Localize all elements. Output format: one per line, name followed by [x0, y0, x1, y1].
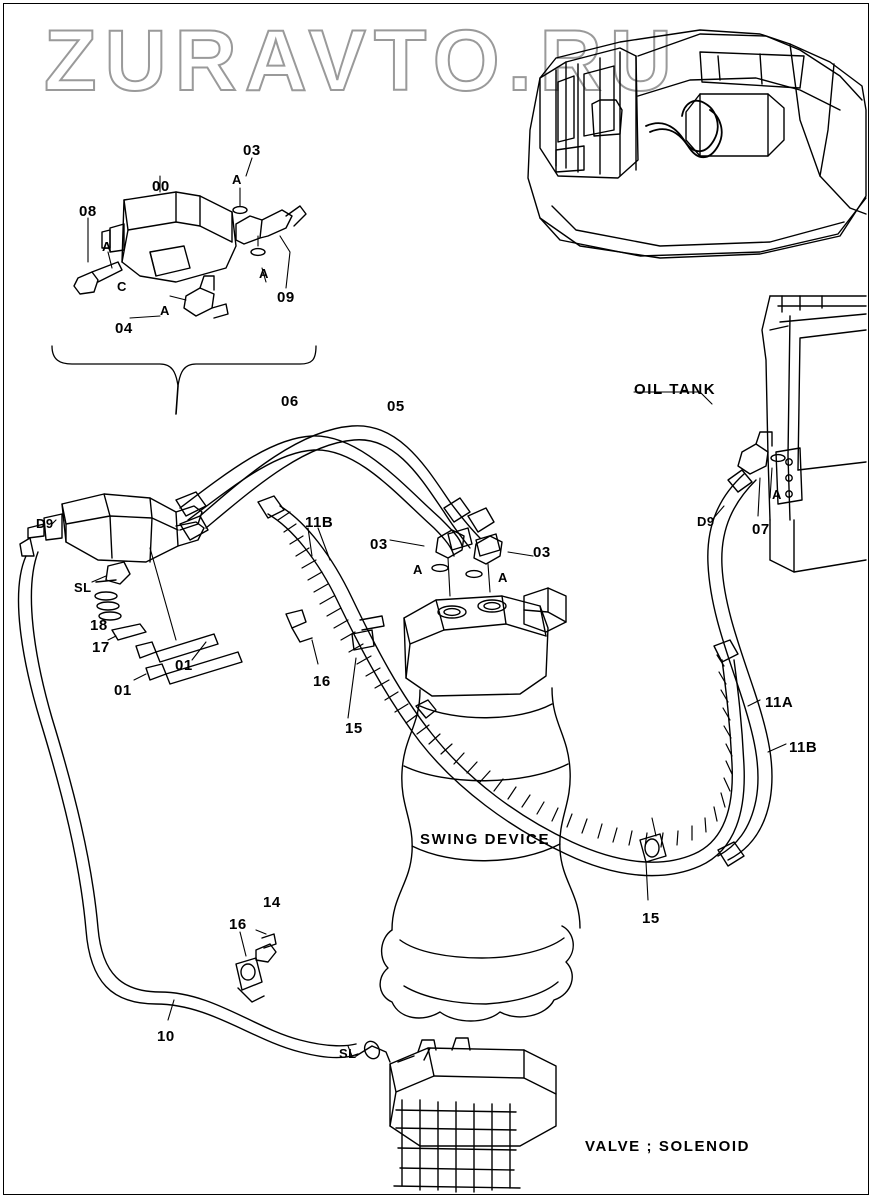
callout-16-bottom: 16: [229, 916, 247, 933]
callout-09: 09: [277, 289, 295, 306]
callout-16-top: 16: [313, 673, 331, 690]
callout-00: 00: [152, 178, 170, 195]
callout-A-top-1: A: [232, 172, 242, 187]
hydraulic-hoses: [19, 392, 786, 1058]
callout-03-top: 03: [243, 142, 261, 159]
caption-oil-tank: OIL TANK: [634, 381, 717, 398]
swing-device: [380, 588, 580, 1021]
callout-06: 06: [281, 393, 299, 410]
caption-valve-solenoid: VALVE ; SOLENOID: [585, 1138, 751, 1155]
callout-A-top-4: A: [160, 303, 170, 318]
callout-15-top: 15: [345, 720, 363, 737]
callout-14: 14: [263, 894, 281, 911]
callout-A-oil-tank: A: [772, 487, 782, 502]
callout-A-top-2: A: [102, 239, 112, 254]
callout-SL-left: SL: [74, 580, 92, 595]
solenoid-valve: [356, 1038, 556, 1192]
callout-05: 05: [387, 398, 405, 415]
valve-assembly-exploded: [52, 158, 316, 414]
callout-10: 10: [157, 1028, 175, 1045]
callout-11B-top: 11B: [305, 514, 334, 531]
callout-17: 17: [92, 639, 110, 656]
callout-11A: 11A: [765, 694, 794, 711]
oil-tank-bracket: [762, 296, 866, 572]
callout-03-mid-right: 03: [533, 544, 551, 561]
callout-03-mid-left: 03: [370, 536, 388, 553]
callout-11B-right: 11B: [789, 739, 818, 756]
callout-15-right: 15: [642, 910, 660, 927]
callout-01-b: 01: [114, 682, 132, 699]
watermark-text: ZURAVTO.RU: [44, 13, 680, 109]
callout-A-mid-left: A: [413, 562, 423, 577]
callout-D9-right: D9: [697, 514, 715, 529]
callout-SL-bottom: SL: [339, 1046, 357, 1061]
callout-C: C: [117, 279, 127, 294]
caption-swing-device: SWING DEVICE: [420, 831, 551, 848]
callout-01-a: 01: [175, 657, 193, 674]
excavator-illustration: [528, 30, 866, 258]
callout-04: 04: [115, 320, 133, 337]
callout-A-top-3: A: [259, 266, 269, 281]
callout-07: 07: [752, 521, 770, 538]
callout-08: 08: [79, 203, 97, 220]
callout-A-mid-right: A: [498, 570, 508, 585]
callout-18: 18: [90, 617, 108, 634]
callout-D9-left: D9: [36, 516, 54, 531]
